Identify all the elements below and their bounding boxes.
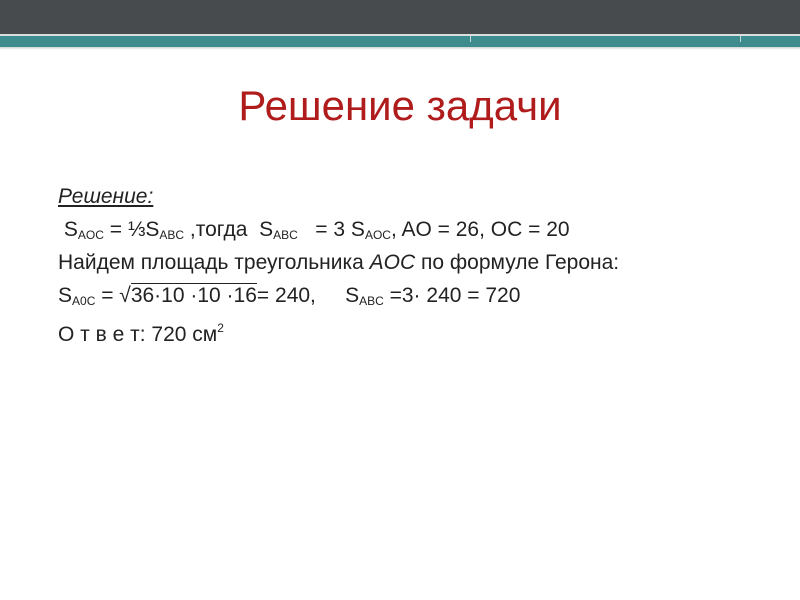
header-shadow: [0, 47, 800, 50]
answer-line: О т в е т: 720 $см^2$: [58, 321, 224, 346]
solution-heading: Решение:: [58, 185, 154, 208]
sqrt-symbol: √: [119, 284, 131, 307]
solution-line-3: $S_{A0C} = √36\cdot 10 \cdot 10 \cdot 16= 240$, $S_{ABC} =3\cdot 240 = 720$: [58, 284, 521, 308]
solution-text: [58, 180, 619, 345]
solution-line-2: Найдем площадь треугольника AOC по формуле Герона:: [58, 251, 620, 274]
header-band: [0, 0, 800, 34]
solution-line-1: $S_{AOC}$ = $\frac{1}{3}S_{ABC}$ ,тогда $S_{ABC} = 3$ $S_{AOC}$, AO = 26, OC = 20: [63, 218, 570, 242]
header-accent-bar: [0, 36, 800, 47]
header-tick: [740, 36, 741, 42]
sqrt-radicand: 36·10 ·10 ·16: [130, 284, 257, 307]
header-tick: [470, 36, 471, 42]
slide-title: Решение задачи: [238, 82, 562, 129]
